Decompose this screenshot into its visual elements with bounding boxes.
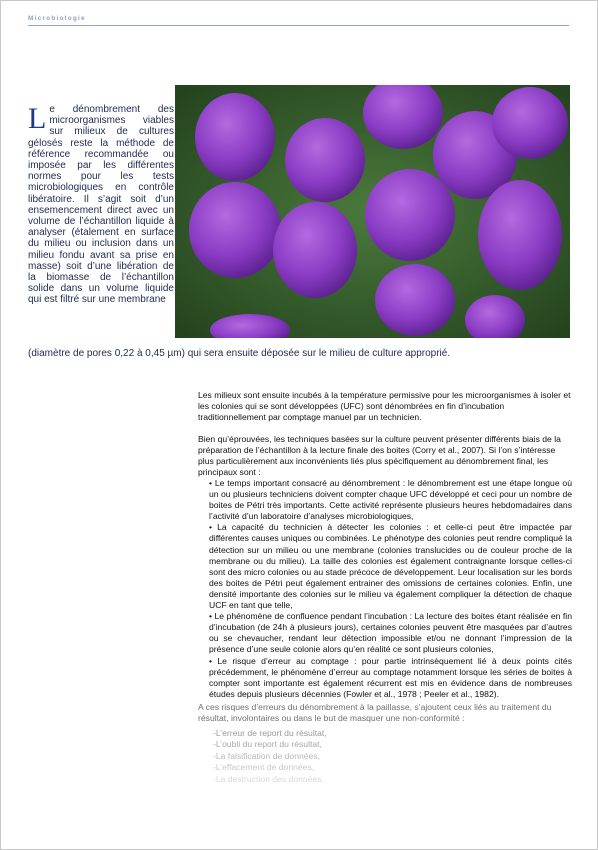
bullet-item: • Le risque d’erreur au comptage : pour partie intrinsèquement lié à deux points cités précédemment, le phénomène d’erreur au comptage notamment lorsque les séries de boites à compter sont importante est également récurrent est mis en évidence dans de nombreuses études depuis plusieurs décennies (Fowler et al., 1978 ; Peeler et al., 1982). (209, 655, 572, 699)
section-header: Microbiologie (28, 15, 86, 22)
bullet-item: • Le phénomène de confluence pendant l’incubation : La lecture des boites étant réalisée en fin d’incubation (de 24h à plusieurs jours), certaines colonies peuvent être masquées par d’autres ou se chevaucher, rendant leur détection impossible et/ou ne donnant l’impression de la présence d’une seule colonie alors qu’en réalité ce sont plusieurs colonies, (209, 611, 572, 655)
body-paragraph-1: Les milieux sont ensuite incubés à la température permissive pour les microorganismes à isoler et les colonies qui se sont développées (UFC) sont dénombrées en fin d’incubation traditionnellement par comptage manuel par un technicien. (198, 390, 571, 423)
body-paragraph-3: A ces risques d’erreurs du dénombrement à la paillasse, s’ajoutent ceux liés au traitement du résultat, involontaires ou dans le but de masquer une non-conformité : (198, 702, 552, 724)
faded-list (213, 728, 513, 785)
intro-paragraph (28, 104, 174, 306)
bullet-item: • Le temps important consacré au dénombrement : le dénombrement est une étape longue où un ou plusieurs techniciens doivent compter chaque UFC développé et ceci pour un nombre de boites de Pétri très importants. Cette activité représente plusieurs heures hebdomadaires dans l’activité d’un laboratoire d’analyses microbiologiques, (209, 478, 572, 522)
body-paragraph-2: Bien qu’éprouvées, les techniques basées sur la culture peuvent présenter différents biais de la préparation de l’échantillon à la lecture finale des boites (Corry et al., 2007). Si l’on s’intéresse plus particulièrement aux inconvénients liés plus spécifiquement au dénombrement final, les principaux sont : (198, 434, 561, 478)
intro-last-line: (diamètre de pores 0,22 à 0,45 µm) qui sera ensuite déposée sur le milieu de culture approprié. (28, 348, 451, 359)
bullet-list (209, 478, 572, 700)
faded-list-item: -L’erreur de report du résultat, (213, 728, 327, 738)
drop-cap: L (28, 102, 47, 135)
microscopy-photo (175, 85, 570, 338)
faded-list-item: -La falsification de données, (213, 750, 321, 761)
faded-list-item: -L’effacement de données, (213, 762, 315, 773)
faded-list-item: -L’oubli du report du résultat, (213, 739, 322, 750)
faded-list-item: -La destruction des données. (213, 773, 324, 784)
intro-text: e dénombrement des microorganismes viables sur milieux de cultures gélosés reste la méthode de référence recommandée ou imposée par les différentes normes pour les tests microbiologiques en contrôle libératoire. Il s’agit soit d’un ensemencement direct avec un volume de l’échantillon liquide à analyser (étalement en surface du milieu ou inclusion dans un milieu fondu avant sa prise en masse) soit d’une libération de la biomasse de l’échantillon solide dans un volume liquide qui est filtré sur une membrane (28, 104, 174, 306)
bullet-item: • La capacité du technicien à détecter les colonies : et celle-ci peut être impactée par différentes causes uniques ou combinées. Le phénotype des colonies peut rendre compliqué la détection sur un milieu ou une membrane (colonies translucides ou de couleur proche de la membrane ou du milieu). La taille des colonies est également contraignante lorsque celles-ci sont des micro colonies ou au stade précoce de développement. Leur localisation sur les bords des boites de Pétri peut également entrainer des omissions de certaines colonies. Enfin, une densité importante des colonies sur le milieu va également compliquer la détection de chaque UCF en tant que telle, (209, 522, 572, 611)
colony-illustration (175, 85, 570, 338)
header-rule (28, 25, 569, 26)
